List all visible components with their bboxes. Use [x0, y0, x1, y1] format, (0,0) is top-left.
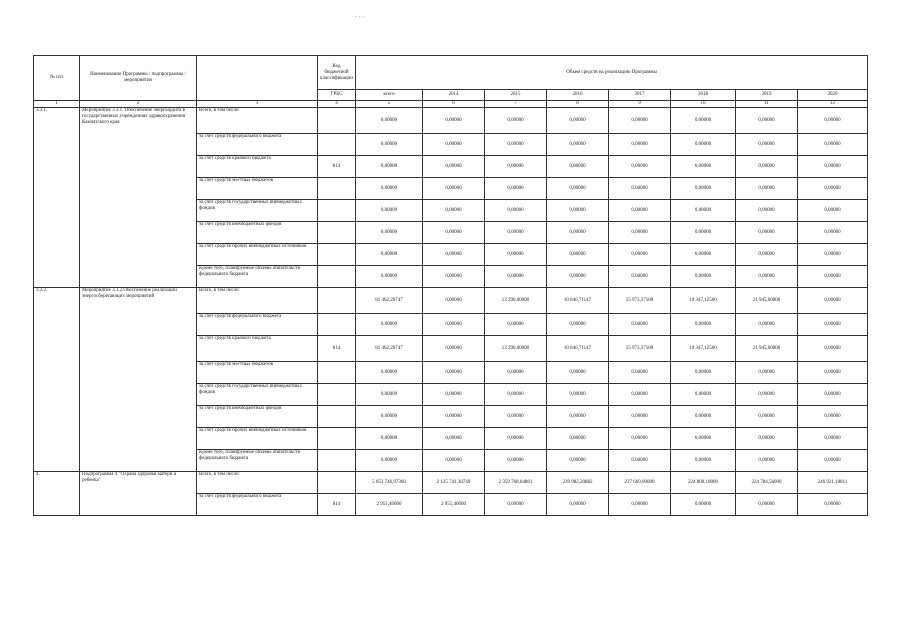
year-value: 0,00000 [423, 450, 485, 472]
year-value: 0,00000 [671, 108, 736, 134]
total-value: 0,00000 [356, 178, 423, 200]
total-value: 0,00000 [356, 108, 423, 134]
year-value: 0,00000 [609, 266, 671, 288]
grbs-code [318, 406, 356, 428]
year-value: 237 669,00000 [609, 472, 671, 494]
year-value: 0,00000 [736, 450, 798, 472]
year-value: 0,00000 [547, 178, 609, 200]
year-value: 19 347,12500 [671, 336, 736, 362]
grbs-code [318, 428, 356, 450]
total-value: 81 402,20747 [356, 288, 423, 314]
year-value: 0,00000 [547, 494, 609, 516]
year-value: 0,00000 [423, 384, 485, 406]
year-value: 0,00000 [609, 450, 671, 472]
year-value: 0,00000 [609, 428, 671, 450]
year-value: 0,00000 [736, 178, 798, 200]
year-value: 0,00000 [671, 362, 736, 384]
grbs-code [318, 134, 356, 156]
year-value: 0,00000 [423, 108, 485, 134]
grbs-code [318, 222, 356, 244]
year-value: 0,00000 [547, 244, 609, 266]
year-value: 0,00000 [609, 244, 671, 266]
year-value: 0,00000 [798, 200, 868, 222]
table-row [34, 288, 868, 314]
program-funding-table [33, 55, 868, 516]
year-value: 0,00000 [609, 222, 671, 244]
header-year: 2018 [671, 90, 736, 101]
header-year: 2020 [798, 90, 868, 101]
year-value: 0,00000 [609, 384, 671, 406]
year-value: 0,00000 [547, 362, 609, 384]
year-value: 0,00000 [671, 494, 736, 516]
total-value: 0,00000 [356, 406, 423, 428]
year-value: 0,00000 [423, 244, 485, 266]
column-number: 12 [798, 101, 868, 108]
year-value: 0,00000 [609, 108, 671, 134]
total-value: 0,00000 [356, 200, 423, 222]
total-value: 0,00000 [356, 384, 423, 406]
year-value: 0,00000 [798, 450, 868, 472]
item-name: Мероприятие 3.3.2.Обеспечение реализации энергосберегающих мероприятий [80, 288, 197, 472]
total-value: 0,00000 [356, 450, 423, 472]
header-year: 2016 [547, 90, 609, 101]
header-kod: Код бюджетной классификации [318, 56, 356, 90]
year-value: 0,00000 [798, 108, 868, 134]
total-value: 0,00000 [356, 428, 423, 450]
year-value: 13 290,00000 [485, 288, 547, 314]
header-vsego: всего [356, 90, 423, 101]
total-value: 0,00000 [356, 244, 423, 266]
funding-source: за счет средств краевого бюджета [197, 336, 318, 362]
column-number: 5 [356, 101, 423, 108]
grbs-code [318, 384, 356, 406]
year-value: 0,00000 [485, 428, 547, 450]
top-mark: - - - [355, 14, 365, 20]
year-value: 0,00000 [671, 156, 736, 178]
year-value: 0,00000 [485, 266, 547, 288]
column-number: 2 [80, 101, 197, 108]
column-number: 3 [197, 101, 318, 108]
year-value: 0,00000 [423, 362, 485, 384]
year-value: 0,00000 [671, 450, 736, 472]
year-value: 0,00000 [423, 406, 485, 428]
year-value: 0,00000 [423, 134, 485, 156]
grbs-code: 814 [318, 156, 356, 178]
year-value: 0,00000 [485, 450, 547, 472]
header-year: 2017 [609, 90, 671, 101]
year-value: 0,00000 [423, 200, 485, 222]
year-value: 239 982,20882 [547, 472, 609, 494]
year-value: 0,00000 [736, 494, 798, 516]
year-value: 21 945,00000 [736, 288, 798, 314]
year-value: 0,00000 [736, 384, 798, 406]
grbs-code: 814 [318, 494, 356, 516]
year-value: 0,00000 [671, 406, 736, 428]
year-value: 13 290,00000 [485, 336, 547, 362]
year-value: 21 945,00000 [736, 336, 798, 362]
total-value: 5 653 746,97360 [356, 472, 423, 494]
year-value: 0,00000 [547, 156, 609, 178]
funding-source: за счет средств государственных внебюджетных фондов [197, 384, 318, 406]
year-value: 0,00000 [485, 200, 547, 222]
year-value: 0,00000 [547, 200, 609, 222]
total-value: 0,00000 [356, 266, 423, 288]
year-value: 0,00000 [798, 178, 868, 200]
year-value: 0,00000 [485, 384, 547, 406]
item-number: 3.3.1. [34, 108, 80, 288]
header-year: 2019 [736, 90, 798, 101]
total-value: 0,00000 [356, 314, 423, 336]
year-value: 0,00000 [609, 200, 671, 222]
year-value: 0,00000 [671, 266, 736, 288]
column-number: 10 [671, 101, 736, 108]
year-value: 0,00000 [547, 108, 609, 134]
year-value: 0,00000 [798, 336, 868, 362]
total-value: 0,00000 [356, 134, 423, 156]
year-value: 224 784,56000 [736, 472, 798, 494]
year-value: 0,00000 [609, 362, 671, 384]
total-value: 0,00000 [356, 362, 423, 384]
year-value: 0,00000 [485, 314, 547, 336]
year-value: 0,00000 [485, 362, 547, 384]
year-value: 2 951,40000 [423, 494, 485, 516]
funding-source: за счет средств внебюджетных фондов [197, 222, 318, 244]
year-value: 0,00000 [609, 178, 671, 200]
year-value: 2 125 741,30749 [423, 472, 485, 494]
funding-source: Всего, в том числе: [197, 288, 318, 314]
header-year: 2014 [423, 90, 485, 101]
column-number: 8 [547, 101, 609, 108]
year-value: 0,00000 [423, 288, 485, 314]
funding-source: за счет средств федерального бюджета [197, 494, 318, 516]
year-value: 15 973,37100 [609, 336, 671, 362]
year-value: 0,00000 [798, 494, 868, 516]
year-value: 224 800,10000 [671, 472, 736, 494]
grbs-code [318, 288, 356, 314]
year-value: 0,00000 [485, 222, 547, 244]
year-value: 0,00000 [736, 134, 798, 156]
year-value: 0,00000 [736, 244, 798, 266]
funding-source: за счет средств внебюджетных фондов [197, 406, 318, 428]
year-value: 0,00000 [671, 244, 736, 266]
funding-source: за счет средств федерального бюджета [197, 134, 318, 156]
column-number-row [34, 101, 868, 108]
total-value: 0,00000 [356, 156, 423, 178]
year-value: 0,00000 [485, 406, 547, 428]
table-row [34, 108, 868, 134]
item-number: 4. [34, 472, 80, 516]
year-value: 0,00000 [547, 406, 609, 428]
year-value: 0,00000 [547, 266, 609, 288]
year-value: 0,00000 [609, 314, 671, 336]
header-obem: Объем средств на реализацию Программы [356, 56, 868, 90]
year-value: 0,00000 [547, 314, 609, 336]
year-value: 0,00000 [736, 200, 798, 222]
year-value: 0,00000 [798, 156, 868, 178]
year-value: 0,00000 [485, 156, 547, 178]
grbs-code [318, 266, 356, 288]
funding-source: за счет средств прочих внебюджетных источников [197, 244, 318, 266]
year-value: 0,00000 [423, 156, 485, 178]
year-value: 0,00000 [736, 266, 798, 288]
year-value: 0,00000 [423, 266, 485, 288]
column-number: 4 [318, 101, 356, 108]
year-value: 0,00000 [423, 336, 485, 362]
year-value: 0,00000 [798, 288, 868, 314]
year-value: 0,00000 [671, 428, 736, 450]
year-value: 2 359 768,64861 [485, 472, 547, 494]
item-name: Подпрограмма 4 "Охрана здоровья матери и ребенка" [80, 472, 197, 516]
year-value: 0,00000 [671, 222, 736, 244]
grbs-code [318, 244, 356, 266]
funding-source: за счет средств местных бюджетов [197, 178, 318, 200]
column-number: 1 [34, 101, 80, 108]
header-year: 2015 [485, 90, 547, 101]
funding-source: Всего, в том числе: [197, 472, 318, 494]
grbs-code [318, 472, 356, 494]
year-value: 0,00000 [798, 222, 868, 244]
year-value: 0,00000 [485, 494, 547, 516]
year-value: 0,00000 [547, 384, 609, 406]
funding-source: за счет средств местных бюджетов [197, 362, 318, 384]
year-value: 0,00000 [736, 108, 798, 134]
column-number: 6 [423, 101, 485, 108]
year-value: 0,00000 [798, 244, 868, 266]
year-value: 0,00000 [485, 108, 547, 134]
year-value: 0,00000 [423, 222, 485, 244]
year-value: 19 347,12500 [671, 288, 736, 314]
column-number: 11 [736, 101, 798, 108]
funding-source: Всего, в том числе: [197, 108, 318, 134]
year-value: 0,00000 [547, 428, 609, 450]
grbs-code: 814 [318, 336, 356, 362]
year-value: 0,00000 [798, 384, 868, 406]
header-num: № п/п [34, 56, 80, 101]
year-value: 0,00000 [798, 134, 868, 156]
funding-source: за счет средств государственных внебюджетных фондов [197, 200, 318, 222]
funding-source: за счет средств краевого бюджета [197, 156, 318, 178]
funding-source: Кроме того, планируемые объемы обязательств федерального бюджета [197, 450, 318, 472]
header-source [197, 56, 318, 101]
year-value: 15 973,37100 [609, 288, 671, 314]
year-value: 0,00000 [798, 266, 868, 288]
grbs-code [318, 200, 356, 222]
grbs-code [318, 362, 356, 384]
item-name: Мероприятие 3.3.1. Обеспечение энергоаудита в государственных учреждениях здравоохранения Камчатского края [80, 108, 197, 288]
year-value: 0,00000 [798, 362, 868, 384]
year-value: 0,00000 [798, 406, 868, 428]
total-value: 2 951,40000 [356, 494, 423, 516]
header-grbs: ГРБС [318, 90, 356, 101]
year-value: 0,00000 [609, 156, 671, 178]
year-value: 0,00000 [423, 428, 485, 450]
year-value: 0,00000 [423, 178, 485, 200]
year-value: 10 846,71147 [547, 288, 609, 314]
year-value: 0,00000 [736, 406, 798, 428]
column-number: 7 [485, 101, 547, 108]
item-number: 3.3.2. [34, 288, 80, 472]
year-value: 0,00000 [547, 134, 609, 156]
grbs-code [318, 314, 356, 336]
year-value: 0,00000 [736, 156, 798, 178]
year-value: 0,00000 [485, 244, 547, 266]
year-value: 0,00000 [671, 134, 736, 156]
funding-source: за счет средств прочих внебюджетных источников [197, 428, 318, 450]
year-value: 0,00000 [736, 428, 798, 450]
year-value: 0,00000 [671, 314, 736, 336]
year-value: 10 846,71147 [547, 336, 609, 362]
funding-source: за счет средств федерального бюджета [197, 314, 318, 336]
year-value: 0,00000 [736, 222, 798, 244]
total-value: 81 402,20747 [356, 336, 423, 362]
year-value: 0,00000 [798, 428, 868, 450]
year-value: 246 921,10811 [798, 472, 868, 494]
column-number: 9 [609, 101, 671, 108]
grbs-code [318, 178, 356, 200]
year-value: 0,00000 [547, 222, 609, 244]
grbs-code [318, 450, 356, 472]
table-row [34, 472, 868, 494]
year-value: 0,00000 [798, 314, 868, 336]
funding-source: Кроме того, планируемые объемы обязательств федерального бюджета [197, 266, 318, 288]
year-value: 0,00000 [609, 134, 671, 156]
grbs-code [318, 108, 356, 134]
year-value: 0,00000 [671, 384, 736, 406]
year-value: 0,00000 [736, 362, 798, 384]
year-value: 0,00000 [485, 178, 547, 200]
total-value: 0,00000 [356, 222, 423, 244]
year-value: 0,00000 [609, 494, 671, 516]
year-value: 0,00000 [736, 314, 798, 336]
year-value: 0,00000 [671, 200, 736, 222]
year-value: 0,00000 [671, 178, 736, 200]
year-value: 0,00000 [423, 314, 485, 336]
year-value: 0,00000 [485, 134, 547, 156]
year-value: 0,00000 [547, 450, 609, 472]
header-name: Наименование Программы / подпрограммы / мероприятия [80, 56, 197, 101]
year-value: 0,00000 [609, 406, 671, 428]
